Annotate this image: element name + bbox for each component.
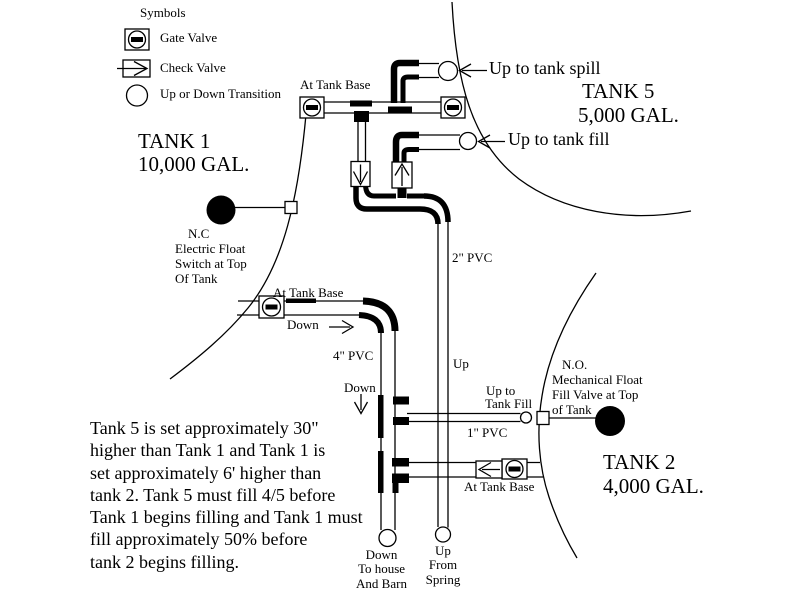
float-switch-label-3: Switch at Top <box>175 256 247 271</box>
label-up: Up <box>453 356 469 371</box>
tank1-elbow-inner <box>359 315 381 333</box>
legend-transition-icon <box>127 85 148 106</box>
top-left-gate-valve-icon <box>300 97 324 118</box>
down-check-valve-icon <box>351 162 370 187</box>
tank1-capacity: 10,000 GAL. <box>138 152 250 176</box>
legend-label-gate-valve: Gate Valve <box>160 30 218 45</box>
note-line-7: tank 2 begins filling. <box>90 551 239 572</box>
note-line-5: Tank 1 begins filling and Tank 1 must <box>90 507 363 528</box>
label-up-from-spring: Up From Spring <box>425 543 461 587</box>
up-check-valve-icon <box>392 162 412 188</box>
spill-elbow <box>394 63 419 103</box>
spill-transition-icon <box>439 62 458 81</box>
house-transition-icon <box>379 530 396 547</box>
note-line-4: tank 2. Tank 5 must fill 4/5 before <box>90 484 336 505</box>
tank1-wall-square <box>285 202 297 214</box>
one-inch-tee-bottom <box>393 417 409 425</box>
tank1-name: TANK 1 <box>138 129 211 153</box>
spring-transition-icon <box>436 527 451 542</box>
float-valve-dot <box>595 406 625 436</box>
label-4in-pvc: 4" PVC <box>333 348 374 363</box>
label-1in-pvc: 1" PVC <box>467 425 508 440</box>
drop-pipe-bar-1 <box>378 395 384 438</box>
label-at-tank-base-middle: At Tank Base <box>273 285 344 300</box>
top-pipe-coupling-2 <box>388 107 412 113</box>
base-tee-bottom <box>392 474 409 484</box>
float-switch-label-2: Electric Float <box>175 241 246 256</box>
down-arrow <box>355 394 368 414</box>
fill-transition-icon <box>460 133 477 150</box>
label-down-vertical: Down <box>344 380 376 395</box>
label-tank-fill: Tank Fill <box>485 396 533 411</box>
note-line-2: higher than Tank 1 and Tank 1 is <box>90 440 326 461</box>
float-valve-label-3: Fill Valve at Top <box>552 387 639 402</box>
tank2-check-valve-icon <box>476 461 502 478</box>
legend-check-valve-icon <box>117 60 150 77</box>
fill-riser-pipe <box>417 135 460 150</box>
float-valve-label-4: of Tank <box>552 402 592 417</box>
spill-elbow-inner <box>403 77 419 103</box>
note-paragraph <box>90 417 363 573</box>
float-switch-dot <box>207 196 236 225</box>
fill-line-1in-pipe <box>407 414 521 422</box>
tank2-wall-square <box>537 412 549 425</box>
drop-branch-pipe <box>358 122 366 163</box>
note-line-6: fill approximately 50% before <box>90 529 308 550</box>
one-inch-transition-icon <box>521 412 532 423</box>
base-tee-top <box>392 458 409 467</box>
down-right-arrow <box>329 321 353 334</box>
legend-label-transition: Up or Down Transition <box>160 86 281 101</box>
label-down-to-house: Down To house And Barn <box>356 547 407 591</box>
drop-pipe-bar-2 <box>378 451 384 493</box>
label-2in-pvc: 2" PVC <box>452 250 493 265</box>
note-line-1: Tank 5 is set approximately 30" <box>90 418 319 438</box>
legend-label-check-valve: Check Valve <box>160 60 226 75</box>
label-up-to-tank-fill: Up to tank fill <box>508 129 610 149</box>
legend-title: Symbols <box>140 5 186 20</box>
tank2-base-gate-valve-icon <box>502 459 527 479</box>
label-up-to-tank-spill: Up to tank spill <box>489 58 601 78</box>
spring-riser-2in-pipe <box>438 220 448 528</box>
tank2-name: TANK 2 <box>603 450 676 474</box>
label-up-to: Up to <box>486 383 516 398</box>
label-at-tank-base-top: At Tank Base <box>300 77 371 92</box>
label-at-tank-base-bottom: At Tank Base <box>464 479 535 494</box>
spill-arrow <box>460 64 488 77</box>
tank5-name: TANK 5 <box>582 79 655 103</box>
note-line-3: set approximately 6' higher than <box>90 462 322 483</box>
float-switch-label-4: Of Tank <box>175 271 218 286</box>
drop-tee <box>354 111 369 122</box>
top-right-gate-valve-icon <box>441 97 465 118</box>
float-switch-label-1: N.C <box>188 226 210 241</box>
tank1-base-pipe <box>237 301 366 315</box>
label-down-horizontal: Down <box>287 317 319 332</box>
legend-gate-valve-icon <box>125 29 149 50</box>
one-inch-tee-top <box>393 397 409 405</box>
tank2-capacity: 4,000 GAL. <box>603 474 704 498</box>
float-valve-label-2: Mechanical Float <box>552 372 643 387</box>
top-pipe-coupling-1 <box>350 101 372 107</box>
tank5-capacity: 5,000 GAL. <box>578 103 679 127</box>
float-valve-label-1: N.O. <box>562 357 588 372</box>
spill-riser-pipe <box>417 64 439 78</box>
